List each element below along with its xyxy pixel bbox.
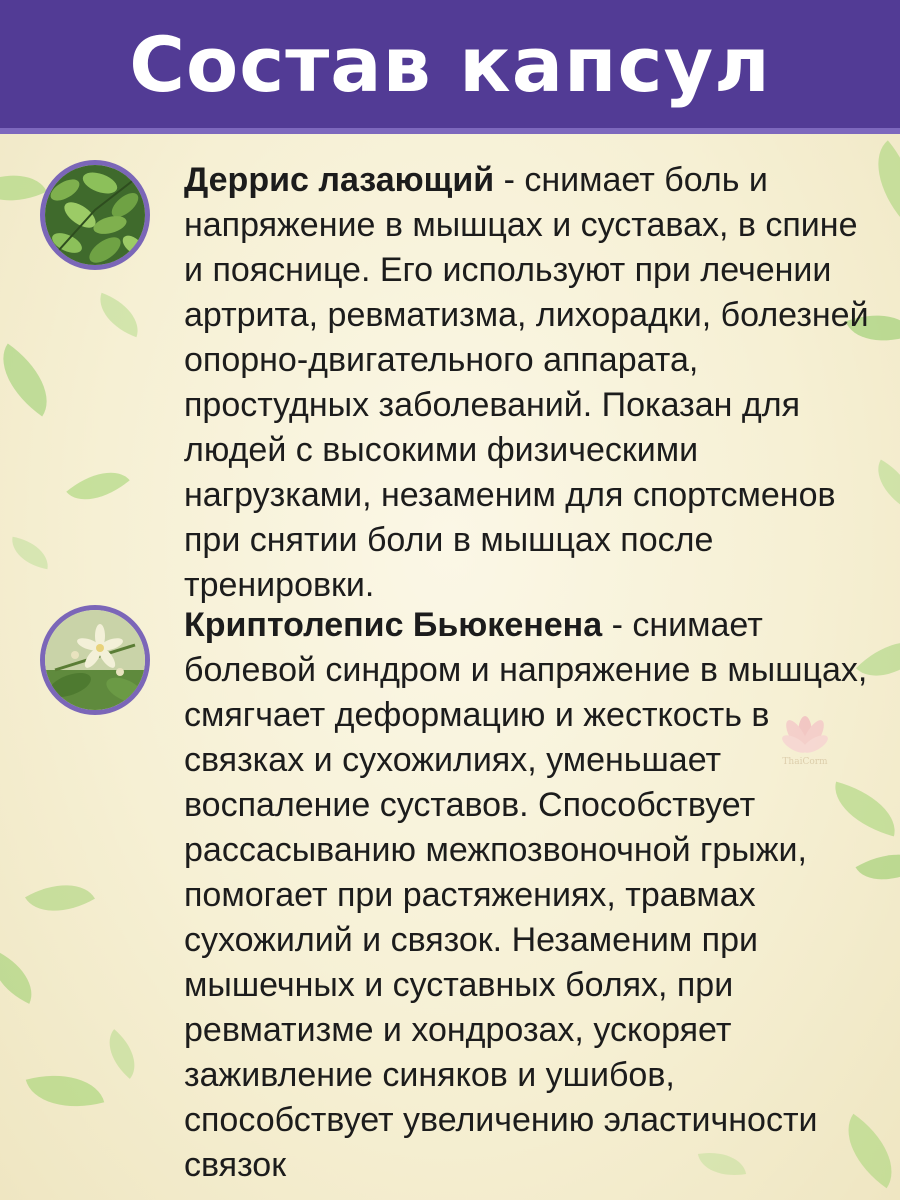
decorative-leaf <box>91 293 146 338</box>
decorative-leaf <box>96 1029 148 1079</box>
cryptolepis-flower-photo <box>40 605 150 715</box>
derris-plant-photo <box>40 160 150 270</box>
ingredient-1-text <box>184 158 874 608</box>
watermark-text: ThaiCorm <box>782 757 828 767</box>
decorative-leaf <box>0 344 65 417</box>
ingredient-2-text <box>184 603 874 1188</box>
decorative-leaf <box>0 950 44 1004</box>
decorative-leaf <box>8 537 52 570</box>
lotus-icon <box>775 712 835 756</box>
ingredient-1-description: - снимает боль и напряжение в мышцах и суставах, в спине и пояснице. Его используют при лечении артрита, ревматизма, лихорадки, болезней опорно-двигательного аппарата, простудных заболеваний. Показан для людей с высокими физическими нагрузками, незаменим для спортсменов при снятии боли в мышцах после тренировки. <box>184 161 869 604</box>
title-banner <box>0 0 900 134</box>
decorative-leaf <box>66 456 129 517</box>
ingredient-2-description: - снимает болевой синдром и напряжение в мышцах, смягчает деформацию и жесткость в связках и сухожилиях, уменьшает воспаление суставов. Способствует рассасыванию межпозвоночной грыжи, помогает при растяжениях, травмах сухожилий и связок. Незаменим при мышечных и суставных болях, при ревматизме и хондрозах, ускоряет заживление синяков и ушибов, способствует увеличению эластичности связок <box>184 606 868 1184</box>
ingredient-2-name: Криптолепис Бьюкенена <box>184 606 603 644</box>
brand-watermark <box>760 712 850 772</box>
decorative-leaf <box>26 1062 104 1121</box>
page-title: Состав капсул <box>129 19 771 109</box>
decorative-leaf <box>25 867 95 928</box>
ingredient-1-name: Деррис лазающий <box>184 161 495 199</box>
